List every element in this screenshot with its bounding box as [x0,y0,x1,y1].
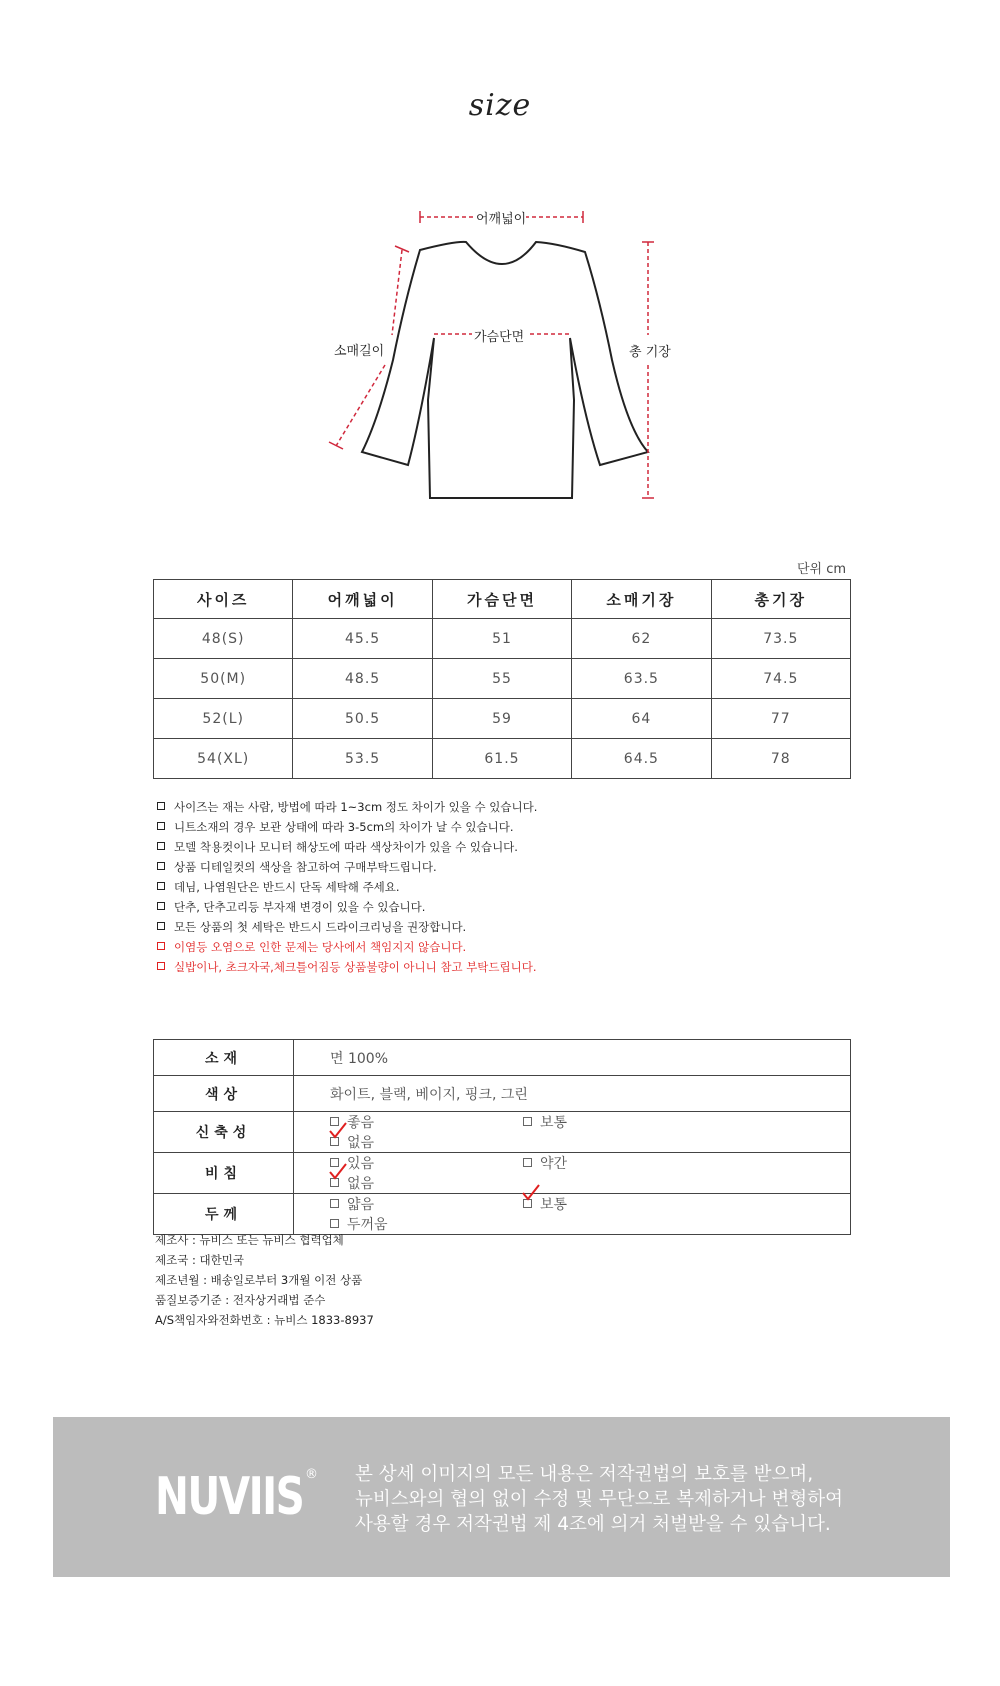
option-label: 있음 [347,1156,375,1172]
option-selected [330,1173,523,1193]
check-mark-icon [521,1184,541,1202]
note-item [157,917,877,937]
bullet-square-icon [157,962,165,970]
spec-value: 면 100% [294,1040,851,1076]
spec-options [294,1112,851,1153]
option [523,1112,716,1132]
table-cell: 48(S) [154,619,293,659]
note-item [157,857,877,877]
note-text: 모든 상품의 첫 세탁은 반드시 드라이크리닝을 권장합니다. [174,920,467,934]
note-item [157,797,877,817]
bullet-square-icon [157,942,165,950]
table-cell: 55 [432,659,571,699]
copyright-line: 사용할 경우 저작권법 제 4조에 의거 처벌받을 수 있습니다. [355,1514,831,1535]
option-label: 없음 [347,1135,375,1151]
table-cell: 64 [572,699,711,739]
spec-value: 화이트, 블랙, 베이지, 핑크, 그린 [294,1076,851,1112]
spec-options [294,1194,851,1235]
option-label: 두꺼움 [347,1217,388,1233]
info-line: 제조사 : 뉴비스 또는 뉴비스 협력업체 [155,1233,344,1247]
table-row [154,619,851,659]
table-cell: 50.5 [293,699,432,739]
bullet-square-icon [157,842,165,850]
registered-mark: ® [305,1467,318,1482]
table-cell: 64.5 [572,739,711,779]
checkbox-icon [523,1117,532,1126]
product-info [155,1230,374,1330]
option-label: 보통 [540,1197,568,1213]
table-cell: 59 [432,699,571,739]
note-item-warning [157,957,877,977]
check-mark-icon [328,1163,348,1181]
info-line: A/S책임자와전화번호 : 뉴비스 1833-8937 [155,1313,374,1327]
header-size: 사이즈 [154,580,293,619]
table-cell: 52(L) [154,699,293,739]
spec-label: 색상 [154,1076,294,1112]
option-label: 보통 [540,1115,568,1131]
copyright-footer [53,1417,950,1577]
size-table-header [154,580,851,619]
bullet-square-icon [157,922,165,930]
table-cell: 48.5 [293,659,432,699]
size-table [153,579,851,779]
note-text: 모델 착용컷이나 모니터 해상도에 따라 색상차이가 있을 수 있습니다. [174,840,518,854]
option [523,1153,716,1173]
spec-row-color [154,1076,851,1112]
option-label: 좋음 [347,1115,375,1131]
garment-diagram [0,0,1000,540]
copyright-line: 뉴비스와의 협의 없이 수정 및 무단으로 복제하거나 변형하여 [355,1489,843,1510]
option-label: 없음 [347,1176,375,1192]
option [330,1112,523,1132]
note-item [157,897,877,917]
table-row [154,659,851,699]
copyright-notice [355,1462,843,1537]
option-label: 약간 [540,1156,568,1172]
spec-row-sheer [154,1153,851,1194]
option-selected [330,1132,523,1152]
header-length: 총기장 [711,580,850,619]
checkbox-icon [523,1158,532,1167]
option [330,1153,523,1173]
notes-list [157,797,877,977]
bullet-square-icon [157,822,165,830]
header-shoulder: 어깨넓이 [293,580,432,619]
note-text: 니트소재의 경우 보관 상태에 따라 3-5cm의 차이가 날 수 있습니다. [174,820,514,834]
copyright-line: 본 상세 이미지의 모든 내용은 저작권법의 보호를 받으며, [355,1464,814,1485]
note-text: 단추, 단추고리등 부자재 변경이 있을 수 있습니다. [174,900,426,914]
table-row [154,699,851,739]
option [330,1194,523,1214]
brand-logo: NUVIIS [155,1467,304,1527]
table-row [154,739,851,779]
spec-label: 소재 [154,1040,294,1076]
table-cell: 62 [572,619,711,659]
spec-label: 두께 [154,1194,294,1235]
size-title: size [468,88,532,123]
table-cell: 73.5 [711,619,850,659]
note-text: 실밥이나, 초크자국,체크틀어짐등 상품불량이 아니니 참고 부탁드립니다. [174,960,537,974]
note-text: 사이즈는 재는 사람, 방법에 따라 1~3cm 정도 차이가 있을 수 있습니다. [174,800,538,814]
bullet-square-icon [157,802,165,810]
check-mark-icon [328,1122,348,1140]
table-cell: 77 [711,699,850,739]
unit-label: 단위 cm [797,562,847,577]
table-cell: 78 [711,739,850,779]
shoulder-label: 어깨넓이 [476,208,526,227]
table-cell: 61.5 [432,739,571,779]
note-item-warning [157,937,877,957]
table-cell: 50(M) [154,659,293,699]
bullet-square-icon [157,902,165,910]
sleeve-label: 소매길이 [334,344,385,359]
info-line: 품질보증기준 : 전자상거래법 준수 [155,1293,326,1307]
note-text: 이염등 오염으로 인한 문제는 당사에서 책임지지 않습니다. [174,940,467,954]
table-cell: 54(XL) [154,739,293,779]
spec-row-material [154,1040,851,1076]
info-line: 제조국 : 대한민국 [155,1253,244,1267]
table-cell: 74.5 [711,659,850,699]
note-item [157,877,877,897]
note-item [157,817,877,837]
spec-options [294,1153,851,1194]
checkbox-icon [330,1199,339,1208]
checkbox-icon [330,1219,339,1228]
table-cell: 51 [432,619,571,659]
bullet-square-icon [157,862,165,870]
note-text: 상품 디테일컷의 색상을 참고하여 구매부탁드립니다. [174,860,437,874]
spec-label: 비침 [154,1153,294,1194]
table-cell: 53.5 [293,739,432,779]
spec-table [153,1039,851,1235]
table-cell: 63.5 [572,659,711,699]
length-label: 총 기장 [629,341,671,360]
spec-row-thickness [154,1194,851,1235]
spec-label: 신축성 [154,1112,294,1153]
spec-row-stretch [154,1112,851,1153]
note-item [157,837,877,857]
bullet-square-icon [157,882,165,890]
header-sleeve: 소매기장 [572,580,711,619]
note-text: 데님, 나염원단은 반드시 단독 세탁해 주세요. [174,880,400,894]
table-cell: 45.5 [293,619,432,659]
info-line: 제조년월 : 배송일로부터 3개월 이전 상품 [155,1273,363,1287]
option-label: 얇음 [347,1197,375,1213]
header-chest: 가슴단면 [432,580,571,619]
chest-label: 가슴단면 [474,326,524,345]
option-selected [523,1194,716,1214]
